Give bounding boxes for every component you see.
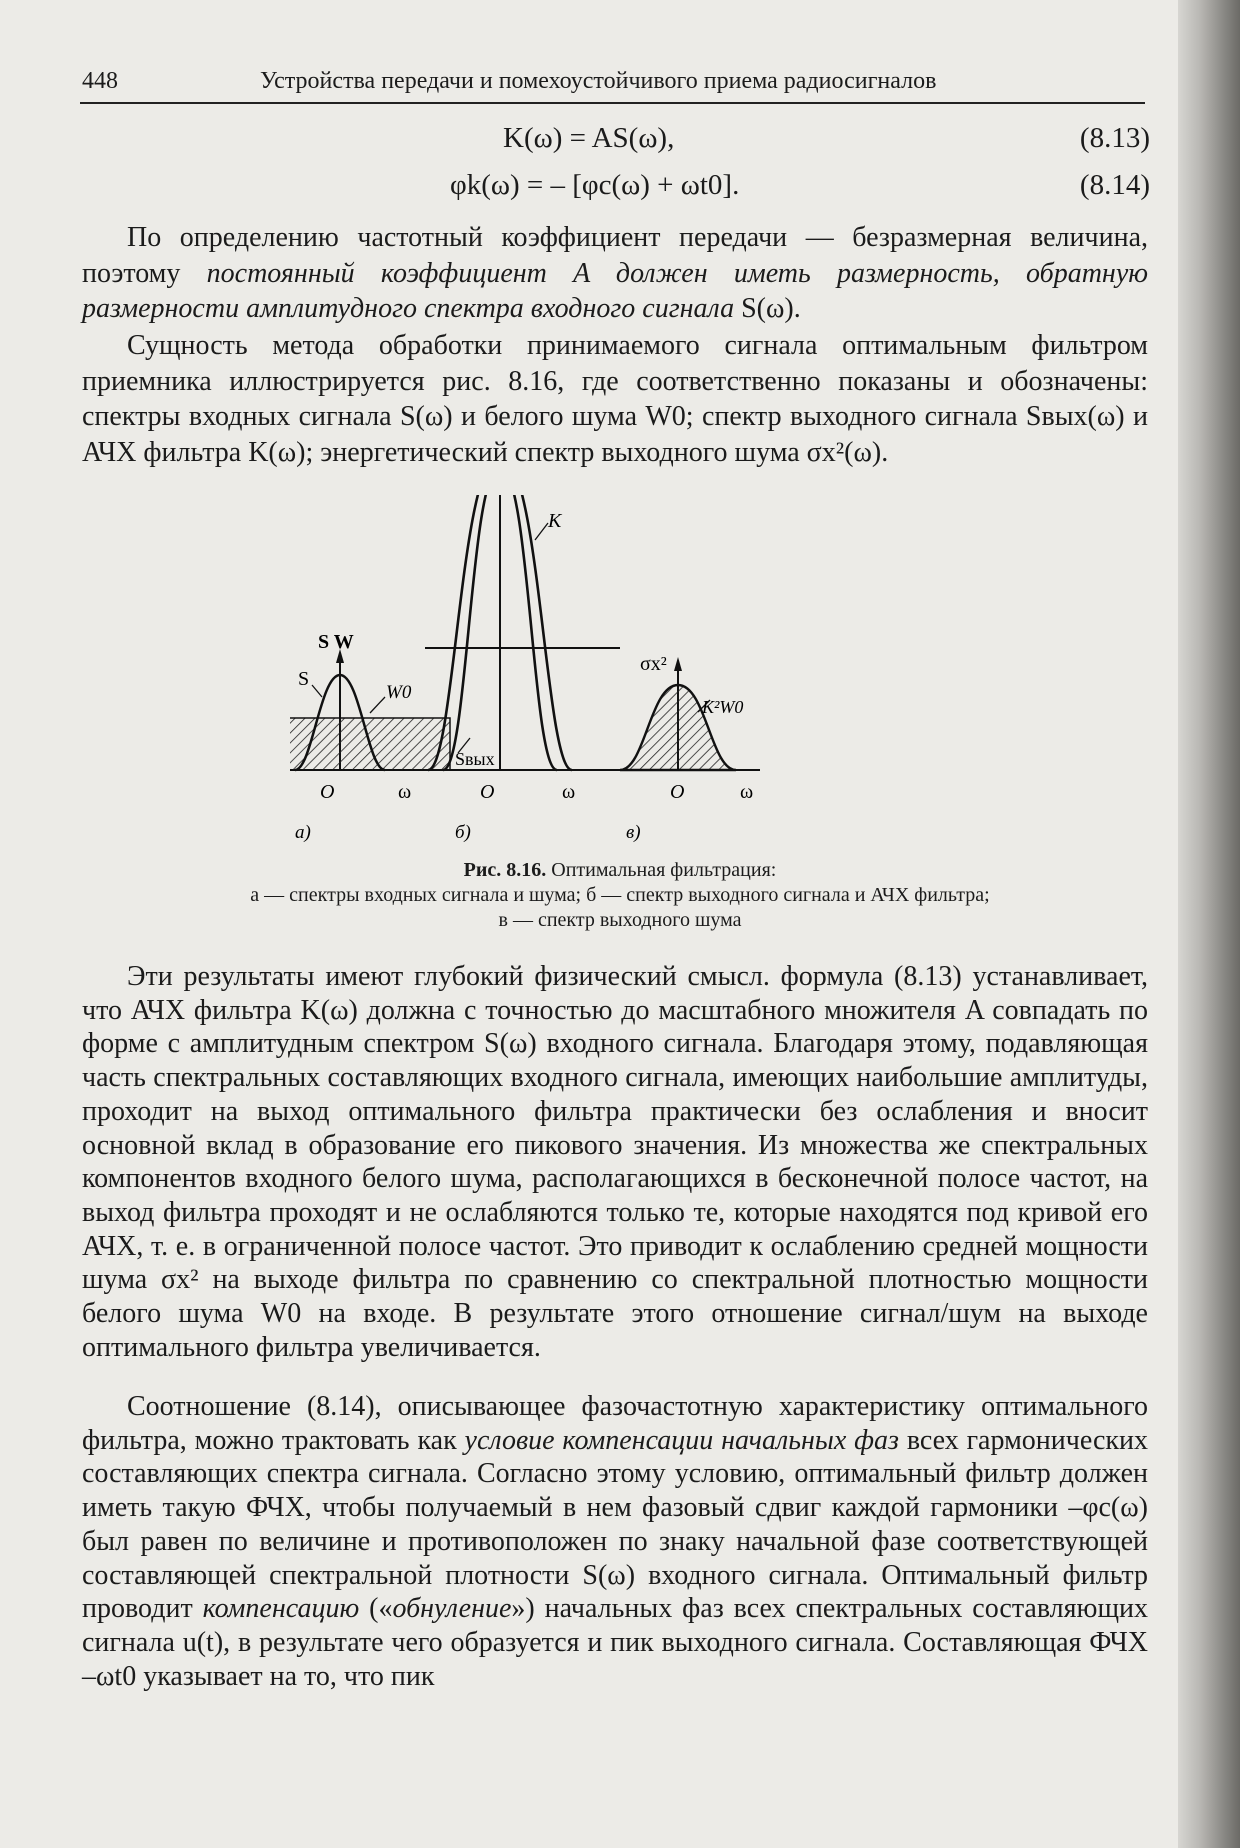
figure-8-16 [290,495,930,845]
italic-emphasis: условие компенсации начальных фаз [464,1424,899,1456]
leader-line [535,523,548,540]
page-header [80,68,1145,104]
formula-8-14 [0,169,1150,209]
panel-b-label: б) [455,822,471,843]
x-axis-label: ω [740,781,754,803]
equation-number: (8.14) [1079,169,1150,201]
paragraph-text: ») начальных фаз всех спектральных составляющих сигнала u(t), в результате чего образуется и пик выходного сигнала. Составляющая ФЧХ –ωt0 указывает на то, что пик [82,1593,1148,1692]
formula-expression: K(ω) = AS(ω), [503,122,675,154]
caption-line-2: а — спектры входных сигнала и шума; б — спектр выходного сигнала и АЧХ фильтра; [250,884,990,906]
curve-label-k2w0: K²W0 [702,697,744,717]
running-title: Устройства передачи и помехоустойчивого приема радиосигналов [260,68,937,94]
panel-c-graph [600,653,760,843]
italic-emphasis: обнуление [392,1593,512,1625]
caption-label: Рис. 8.16. [463,859,547,881]
axis-label-sigma: σx² [640,653,667,675]
panel-b-graph [423,495,620,843]
paragraph-text: Соотношение (8.14), описывающее фазочастотную характеристику оптимального фильтра, можно трактовать как [82,1391,1148,1456]
origin-label: O [320,781,335,803]
paragraph-4 [82,1390,1148,1693]
axis-label-sw: S W [318,631,354,653]
figure-caption [100,858,1140,933]
paragraph-text: (« [359,1593,393,1625]
panel-a-graph [290,631,450,843]
leader-line [312,685,322,697]
figure-drawing [290,495,930,845]
panel-a-label: а) [295,822,311,843]
curve-label-sout: Sвых [455,749,495,769]
signal-label: S [298,668,310,690]
x-axis-label: ω [562,781,576,803]
paragraph-text: всех гармонических составляющих спектра сигнала. Согласно этому условию, оптимальный фильтр должен иметь такую ФЧХ, чтобы получаемый в нем фазовый сдвиг каждой гармоники –φc(ω) был равен по величине и противоположен по знаку начальной фазе соответствующей составляющей спектральной плотности S(ω) входного сигнала. Оптимальный фильтр проводит [82,1424,1148,1625]
equation-number: (8.13) [1079,122,1150,154]
caption-line-1 [100,858,1140,883]
page-number: 448 [82,68,118,94]
formula-expression: φk(ω) = – [φc(ω) + ωt0]. [450,169,740,201]
paragraph-3: Эти результаты имеют глубокий физический смысл. формула (8.13) устанавливает, что АЧХ фильтра K(ω) должна с точностью до масштабного множителя A совпадать по форме с амплитудным спектром S(ω) входного сигнала. Благодаря этому, подавляющая часть спектральных составляющих входного сигнала, имеющих наибольшие амплитуды, проходит на выход оптимального фильтра практически без ослабления и вносит основной вклад в образование его пикового значения. Из множества же спектральных компонентов входного белого шума, располагающихся в бесконечной полосе частот, на выход фильтра проходят и не ослабляются только те, которые находятся под кривой его АЧХ, т. е. в ограниченной полосе частот. Это приводит к ослаблению средней мощности шума σx² на выходе фильтра по сравнению со спектральной плотностью мощности белого шума W0 на входе. В результате этого отношение сигнал/шум на выходе оптимального фильтра увеличивается. [82,961,1148,1363]
panel-c-label: в) [626,822,641,843]
noise-label: W0 [386,682,412,703]
origin-label: O [670,781,685,803]
formula-8-13 [0,122,1150,162]
italic-emphasis: постоянный коэффициент A должен иметь размерность, обратную размерности амплитудного спектра входного сигнала [82,257,1148,324]
leader-line [370,697,385,713]
paragraph-1 [82,220,1148,327]
paragraph-text: S(ω). [734,293,801,324]
book-binding-shadow [1178,0,1240,1848]
caption-line-3: в — спектр выходного шума [498,909,742,931]
italic-emphasis: компенсацию [202,1593,360,1625]
x-axis-label: ω [398,781,412,803]
curve-label-k: K [548,510,562,532]
caption-title: Оптимальная фильтрация: [546,859,777,881]
origin-label: O [480,781,495,803]
axis-arrow [674,657,682,671]
paragraph-2: Сущность метода обработки принимаемого сигнала оптимальным фильтром приемника иллюстрируется рис. 8.16, где соответственно показаны и обозначены: спектры входных сигнала S(ω) и белого шума W0; спектр выходного сигнала Sвых(ω) и АЧХ фильтра K(ω); энергетический спектр выходного шума σx²(ω). [82,330,1148,468]
paragraph-text: По определению частотный коэффициент передачи — безразмерная величина, поэтому [82,222,1148,289]
